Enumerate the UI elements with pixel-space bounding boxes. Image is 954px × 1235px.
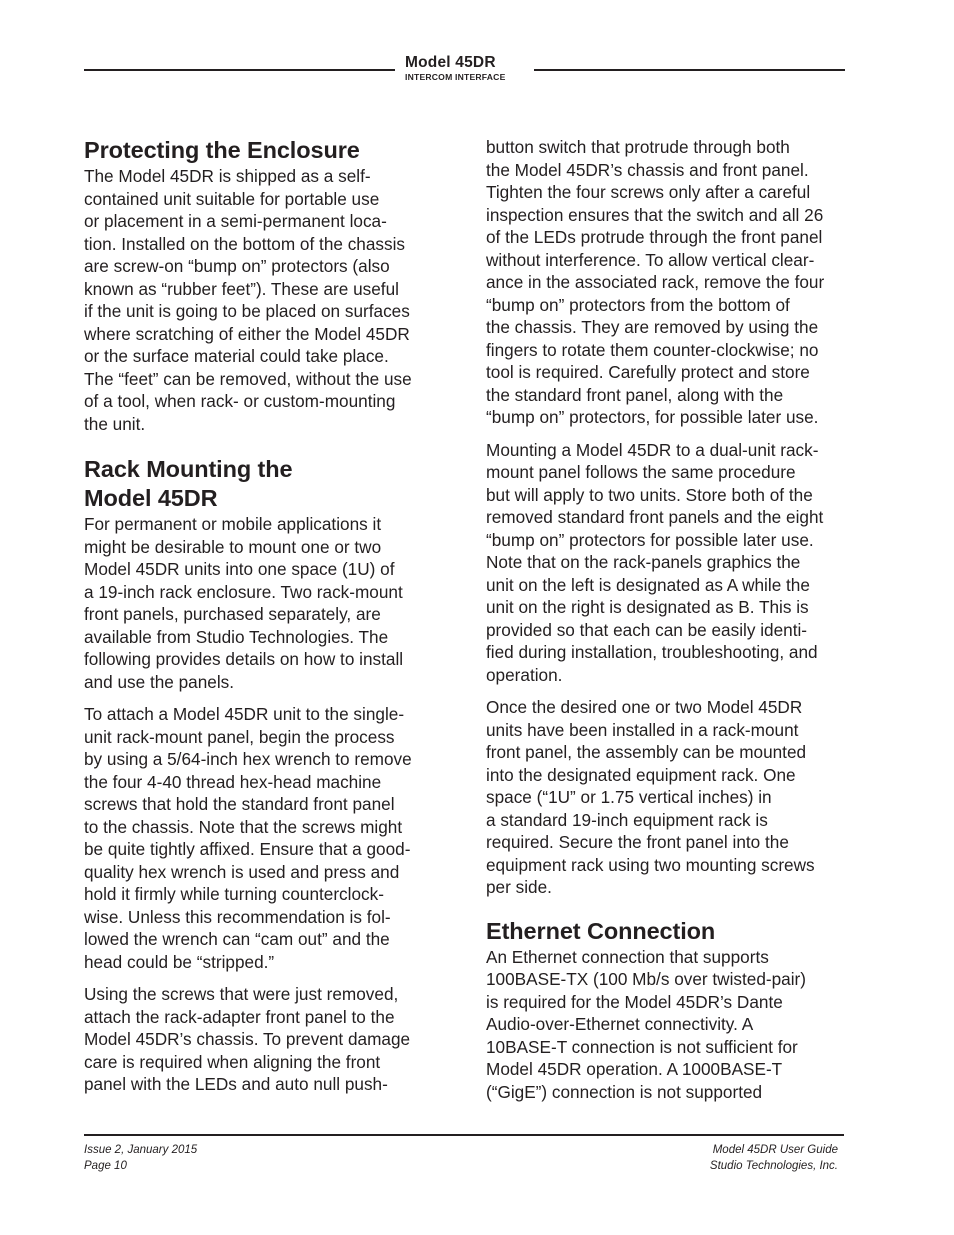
text-line: contained unit suitable for portable use <box>84 188 380 209</box>
text-line: screws that hold the standard front panel <box>84 794 395 814</box>
text-line: (“GigE”) connection is not supported <box>486 1081 763 1102</box>
paragraph-protecting-enclosure <box>84 165 464 435</box>
text-line: Using the screws that were just removed, <box>84 984 399 1004</box>
paragraph-continued <box>486 136 866 429</box>
text-line: tion. Installed on the bottom of the chassis <box>84 233 406 254</box>
text-line: operation. <box>486 664 563 685</box>
text-line: available from Studio Technologies. The <box>84 626 389 647</box>
text-line: by using a 5/64-inch hex wrench to remove <box>84 749 412 769</box>
text-line: the Model 45DR’s chassis and front panel. <box>486 159 809 180</box>
text-line: is required for the Model 45DR’s Dante <box>486 991 783 1012</box>
text-line: hold it firmly while turning counterclock- <box>84 884 384 904</box>
text-line: a standard 19-inch equipment rack is <box>486 809 768 830</box>
heading-line: Rack Mounting the <box>84 456 293 482</box>
text-line: the four 4-40 thread hex-head machine <box>84 771 382 792</box>
text-line: removed standard front panels and the eight <box>486 507 824 527</box>
header-title: Model 45DR <box>405 54 496 71</box>
text-line: known as “rubber feet”). These are useful <box>84 278 399 299</box>
text-line: fied during installation, troubleshooting, and <box>486 642 818 662</box>
text-line: wise. Unless this recommendation is fol- <box>84 906 391 927</box>
footer-issue: Issue 2, January 2015 <box>84 1144 198 1156</box>
text-line: if the unit is going to be placed on surfaces <box>84 301 410 321</box>
text-line: of a tool, when rack- or custom-mounting <box>84 391 396 411</box>
text-line: mount panel follows the same procedure <box>486 462 796 482</box>
footer-left <box>84 1143 197 1174</box>
text-line: following provides details on how to install <box>84 649 404 669</box>
text-line: equipment rack using two mounting screws <box>486 854 815 875</box>
paragraph-dual-unit <box>486 439 866 687</box>
text-line: the unit. <box>84 413 146 434</box>
text-line: or placement in a semi-permanent loca- <box>84 211 387 231</box>
text-line: units have been installed in a rack-mount <box>486 719 799 740</box>
text-line: Note that on the rack-panels graphics the <box>486 552 801 572</box>
text-line: Mounting a Model 45DR to a dual-unit rack- <box>486 439 819 460</box>
text-line: space (“1U” or 1.75 vertical inches) in <box>486 787 772 807</box>
text-line: “bump on” protectors, for possible later use. <box>486 407 819 427</box>
right-column <box>486 136 866 1103</box>
text-line: quality hex wrench is used and press and <box>84 861 400 882</box>
text-line: are screw-on “bump on” protectors (also <box>84 256 390 276</box>
text-line: Once the desired one or two Model 45DR <box>486 697 803 717</box>
text-line: unit on the right is designated as B. This is <box>486 597 809 617</box>
text-line: The “feet” can be removed, without the use <box>84 368 412 389</box>
text-line: required. Secure the front panel into the <box>486 832 789 852</box>
section-heading-rack-mounting <box>84 455 464 513</box>
text-line: Model 45DR operation. A 1000BASE-T <box>486 1059 783 1079</box>
text-line: panel with the LEDs and auto null push- <box>84 1074 388 1094</box>
text-line: lowed the wrench can “cam out” and the <box>84 929 390 949</box>
text-line: front panels, purchased separately, are <box>84 604 381 624</box>
footer-rule <box>84 1134 844 1136</box>
header-subtitle: INTERCOM INTERFACE <box>405 72 506 82</box>
text-line: front panel, the assembly can be mounted <box>486 742 807 762</box>
section-heading-ethernet: Ethernet Connection <box>486 917 716 944</box>
text-line: care is required when aligning the front <box>84 1051 381 1072</box>
paragraph-rack-intro <box>84 513 464 693</box>
text-line: and use the panels. <box>84 671 235 692</box>
text-line: to the chassis. Note that the screws might <box>84 816 403 837</box>
footer-guide-title: Model 45DR User Guide <box>712 1144 838 1156</box>
footer-company: Studio Technologies, Inc. <box>709 1159 838 1172</box>
section-spacer <box>486 899 866 917</box>
text-line: but will apply to two units. Store both of the <box>486 484 813 505</box>
text-line: the standard front panel, along with the <box>486 384 784 405</box>
text-line: head could be “stripped.” <box>84 951 275 972</box>
header-rule-left <box>84 69 395 71</box>
text-line: For permanent or mobile applications it <box>84 514 382 534</box>
paragraph-rack-screws <box>84 983 464 1096</box>
text-line: unit on the left is designated as A while the <box>486 574 810 595</box>
footer-right <box>710 1143 838 1174</box>
text-line: a 19-inch rack enclosure. Two rack-mount <box>84 581 403 602</box>
text-line: fingers to rotate them counter-clockwise; no <box>486 339 819 360</box>
text-line: Audio-over-Ethernet connectivity. A <box>486 1014 754 1034</box>
text-line: ance in the associated rack, remove the four <box>486 272 825 292</box>
text-line: “bump on” protectors for possible later use. <box>486 529 814 550</box>
text-line: be quite tightly affixed. Ensure that a good- <box>84 839 411 859</box>
text-line: attach the rack-adapter front panel to the <box>84 1006 395 1027</box>
text-line: tool is required. Carefully protect and store <box>486 362 810 382</box>
text-line: Model 45DR units into one space (1U) of <box>84 559 395 579</box>
paragraph-ethernet <box>486 946 866 1104</box>
footer-page-number: Page 10 <box>84 1159 127 1172</box>
heading-line: Model 45DR <box>84 485 218 511</box>
paragraph-rack-attach <box>84 703 464 973</box>
text-line: inspection ensures that the switch and all 26 <box>486 204 824 225</box>
text-line: per side. <box>486 877 552 897</box>
text-line: into the designated equipment rack. One <box>486 764 796 785</box>
text-line: of the LEDs protrude through the front panel <box>486 227 823 247</box>
text-line: or the surface material could take place. <box>84 346 389 366</box>
text-line: provided so that each can be easily identi- <box>486 619 808 640</box>
paragraph-rack-install <box>486 696 866 899</box>
text-line: unit rack-mount panel, begin the process <box>84 726 395 747</box>
text-line: An Ethernet connection that supports <box>486 946 769 967</box>
text-line: the chassis. They are removed by using the <box>486 317 819 337</box>
text-line: “bump on” protectors from the bottom of <box>486 294 790 315</box>
text-line: without interference. To allow vertical clear- <box>486 249 815 270</box>
header-rule-right <box>534 69 845 71</box>
text-line: To attach a Model 45DR unit to the single- <box>84 704 405 724</box>
text-line: 100BASE-TX (100 Mb/s over twisted-pair) <box>486 969 806 989</box>
text-line: might be desirable to mount one or two <box>84 536 382 557</box>
section-spacer <box>84 435 464 455</box>
text-line: where scratching of either the Model 45DR <box>84 323 410 344</box>
left-column <box>84 136 464 1096</box>
text-line: Model 45DR’s chassis. To prevent damage <box>84 1029 411 1049</box>
text-line: Tighten the four screws only after a careful <box>486 182 811 202</box>
text-line: The Model 45DR is shipped as a self- <box>84 166 371 186</box>
text-line: 10BASE-T connection is not sufficient for <box>486 1036 798 1057</box>
section-heading-protecting-enclosure: Protecting the Enclosure <box>84 137 360 163</box>
text-line: button switch that protrude through both <box>486 137 790 157</box>
